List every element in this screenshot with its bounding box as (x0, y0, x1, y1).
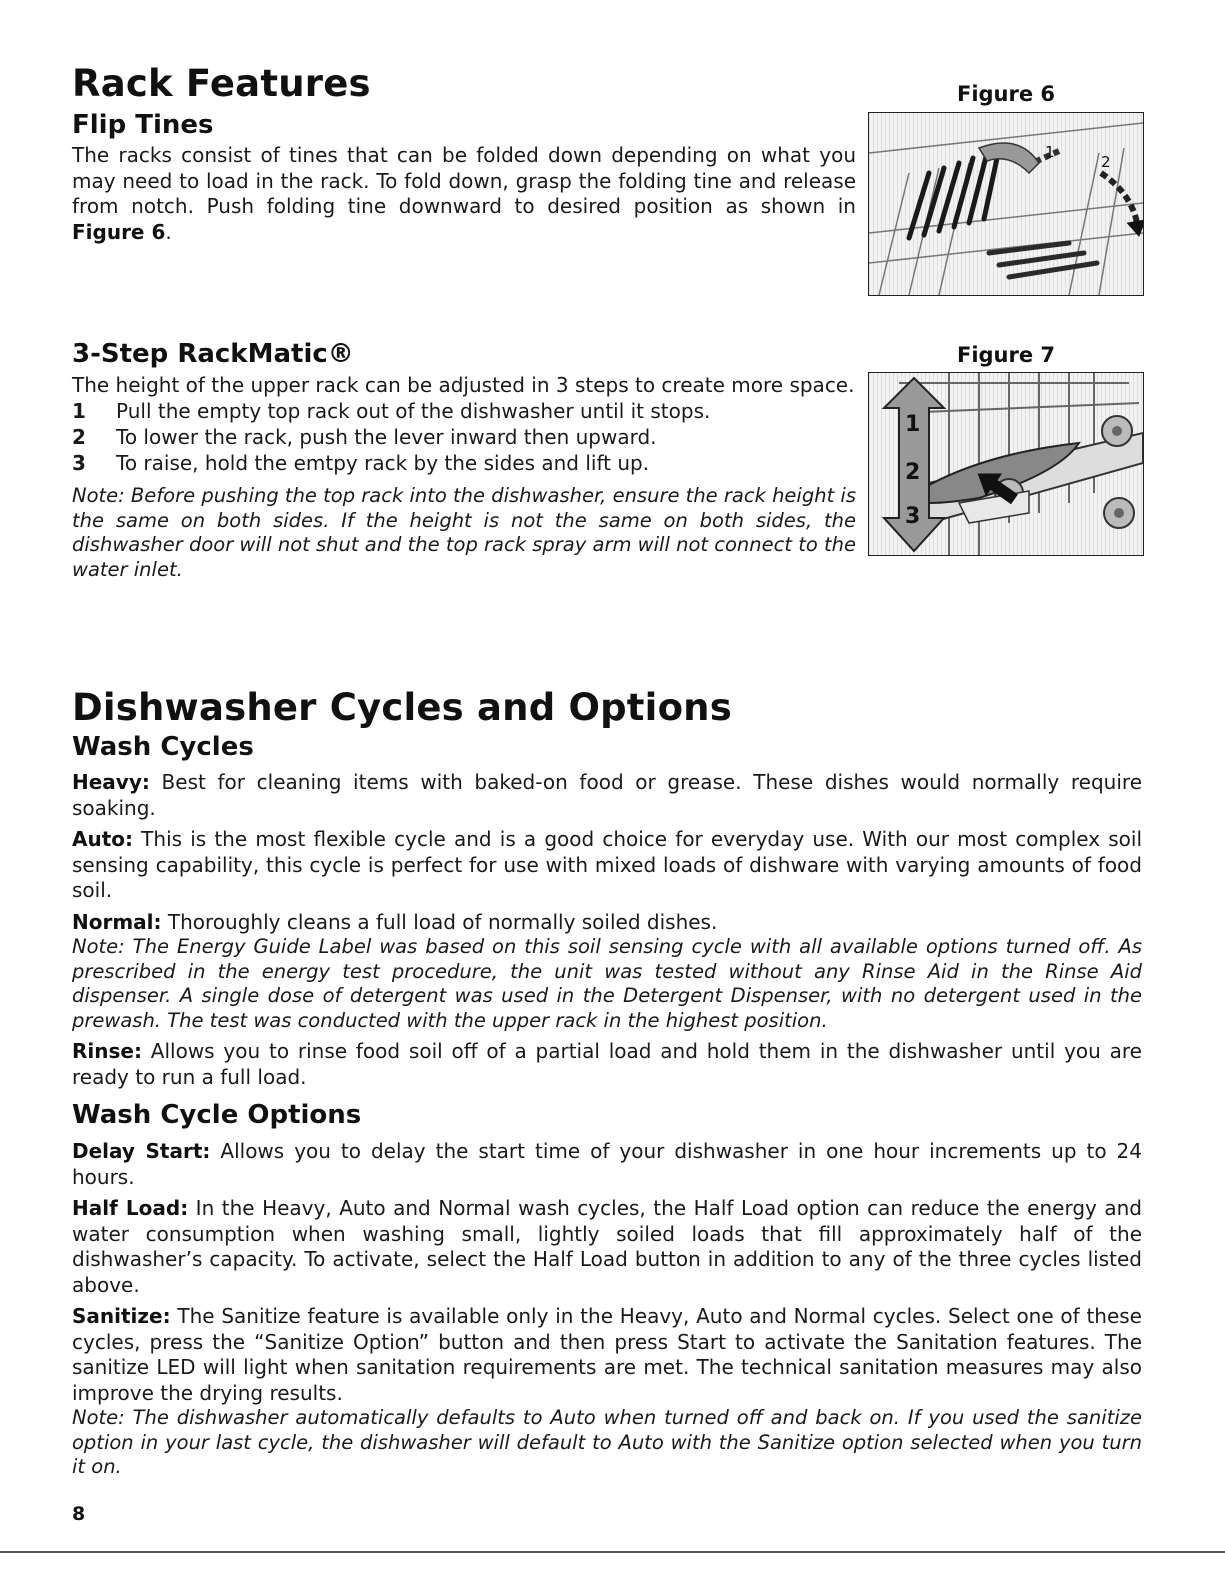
cycle-normal (72, 910, 1142, 936)
option-delay-start (72, 1139, 1142, 1190)
wash-options-body (72, 1139, 1142, 1480)
section-title-rack-features: Rack Features (72, 62, 371, 105)
cycle-description: Allows you to rinse food soil off of a partial load and hold them in the dishwasher until you are ready to run a full load. (72, 1039, 1142, 1089)
figure-7-caption: Figure 7 (956, 343, 1056, 367)
flip-tines-paragraph (72, 143, 856, 245)
rackmatic-note: Note: Before pushing the top rack into the dishwasher, ensure the rack height is the same on both sides. If the height is not the same on both sides, the dishwasher door will not shut and the top rack spray arm will not connect to the water inlet. (72, 484, 856, 581)
page-number: 8 (72, 1503, 86, 1525)
cycle-description: Thoroughly cleans a full load of normally soiled dishes. (161, 909, 718, 934)
heading-flip-tines: Flip Tines (72, 110, 214, 140)
wash-cycles-body (72, 770, 1142, 1090)
figure-6-label-1: 1 (1045, 143, 1055, 161)
step-text: Pull the empty top rack out of the dishwasher until it stops. (116, 399, 711, 423)
rackmatic-step (72, 424, 856, 450)
footer-rule (0, 1551, 1225, 1553)
cycle-auto (72, 827, 1142, 904)
rackmatic-step (72, 398, 856, 424)
sanitize-note: Note: The dishwasher automatically defaults to Auto when turned off and back on. If you used the sanitize option in your last cycle, the dishwasher will default to Auto with the Sanitize option selected when you turn it on. (72, 1406, 1142, 1478)
option-description: Allows you to delay the start time of your dishwasher in one hour increments up to 24 hours. (72, 1139, 1142, 1189)
rackmatic-illustration (869, 373, 1143, 555)
figure-7-label-1: 1 (905, 412, 921, 437)
option-label: Half Load: (72, 1196, 189, 1220)
option-description: The Sanitize feature is available only in the Heavy, Auto and Normal cycles. Select one of these cycles, press the “Sanitize Option” button and then press Start to activate the Sanitation features. The sanitize LED will light when sanitation requirements are met. The technical sanitation measures may also improve the drying results. (72, 1304, 1142, 1405)
step-number: 3 (72, 451, 86, 475)
step-number: 1 (72, 399, 86, 423)
figure-7-label-3: 3 (905, 504, 921, 529)
rackmatic-steps (72, 398, 856, 476)
flip-tines-text: The racks consist of tines that can be folded down depending on what you may need to load in the rack. To fold down, grasp the folding tine and release from notch. Push folding tine downward to desired position as shown in (72, 143, 856, 218)
cycle-label: Rinse: (72, 1039, 142, 1063)
option-label: Delay Start: (72, 1139, 211, 1163)
step-number: 2 (72, 425, 86, 449)
section-title-cycles: Dishwasher Cycles and Options (72, 686, 732, 729)
cycle-label: Normal: (72, 909, 162, 934)
option-half-load (72, 1196, 1142, 1298)
option-label: Sanitize: (72, 1304, 171, 1328)
cycle-rinse (72, 1039, 1142, 1090)
cycle-description: This is the most flexible cycle and is a good choice for everyday use. With our most complex soil sensing capability, this cycle is perfect for use with mixed loads of dishware with varying amounts of food soil. (72, 827, 1142, 902)
cycle-description: Best for cleaning items with baked-on food or grease. These dishes would normally require soaking. (72, 770, 1142, 820)
rackmatic-intro: The height of the upper rack can be adjusted in 3 steps to create more space. (72, 373, 855, 397)
figure-6-label-2: 2 (1101, 153, 1111, 171)
option-sanitize (72, 1304, 1142, 1406)
folding-tines-illustration (869, 113, 1143, 295)
cycle-heavy (72, 770, 1142, 821)
figure-6-reference: Figure 6 (72, 219, 166, 244)
rackmatic-step (72, 450, 856, 476)
flip-tines-period: . (165, 219, 172, 244)
figure-7-label-2: 2 (905, 460, 921, 485)
normal-cycle-note: Note: The Energy Guide Label was based on this soil sensing cycle with all available options turned off. As prescribed in the energy test procedure, the unit was tested without any Rinse Aid in the Rinse Aid dispenser. A single dose of detergent was used in the Detergent Dispenser, with no detergent used in the prewash. The test was conducted with the upper rack in the highest position. (72, 935, 1142, 1032)
figure-7-image (868, 372, 1144, 556)
figure-6-image (868, 112, 1144, 296)
heading-rackmatic: 3-Step RackMatic® (72, 339, 354, 369)
heading-wash-cycle-options: Wash Cycle Options (72, 1100, 362, 1130)
step-text: To raise, hold the emtpy rack by the sides and lift up. (116, 451, 650, 475)
cycle-label: Heavy: (72, 770, 150, 794)
step-text: To lower the rack, push the lever inward then upward. (116, 425, 657, 449)
heading-wash-cycles: Wash Cycles (72, 732, 254, 762)
figure-6-caption: Figure 6 (956, 82, 1056, 106)
cycle-label: Auto: (72, 827, 134, 851)
option-description: In the Heavy, Auto and Normal wash cycles, the Half Load option can reduce the energy and water consumption when washing small, lightly soiled loads that fill approximately half of the dishwasher’s capacity. To activate, select the Half Load button in addition to any of the three cycles listed above. (72, 1196, 1142, 1297)
